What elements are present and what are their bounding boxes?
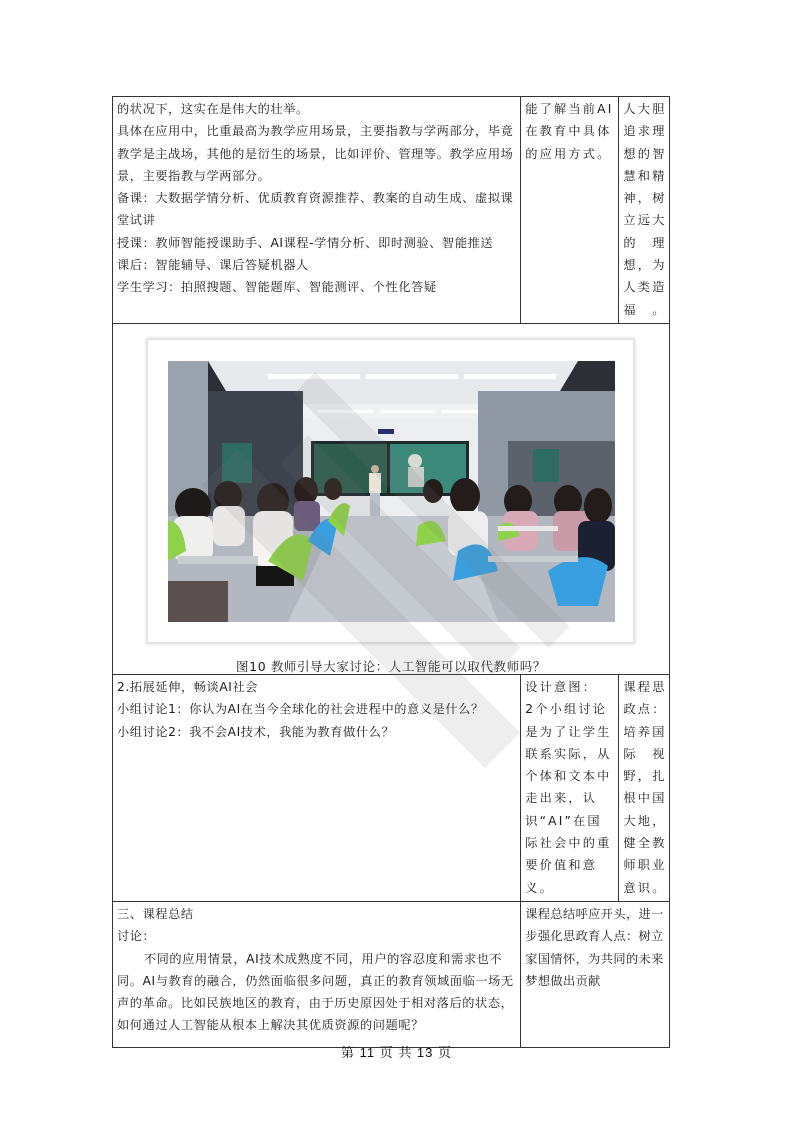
discussion-label: 讨论： <box>117 929 156 944</box>
summary-note-cell <box>521 901 670 1047</box>
content-line: 的状况下，这实在是伟大的壮举。 <box>117 102 309 116</box>
page-footer: 第 11 页 共 13 页 <box>340 1045 452 1060</box>
design-goal-cell <box>521 97 619 324</box>
figure-row <box>113 323 670 674</box>
content-line: 具体在应用中，比重最高为教学应用场景，主要指教与学两部分，毕竟教学是主战场，其他的是衍生的场景，比如评价、管理等。教学应用场景，主要指教与学两部分。 <box>117 124 514 183</box>
table-row <box>113 901 670 1047</box>
summary-content-cell <box>113 901 521 1047</box>
summary-note: 课程总结呼应开头，进一步强化思政育人点：树立家国情怀，为共同的未来梦想做出贡献 <box>525 906 664 988</box>
ideology-title: 课程思政点： <box>623 679 665 717</box>
design-goal-cell <box>521 674 619 901</box>
teaching-content-cell <box>113 674 521 901</box>
goal-text: 能了解当前AI在教育中具体的应用方式。 <box>525 102 614 161</box>
ideology-body: 培养国际视野，扎根中国大地，健全教师职业意识。 <box>623 724 665 895</box>
section-heading: 2.拓展延伸，畅谈AI社会 <box>117 679 259 694</box>
content-line: 学生学习：拍照搜题、智能题库、智能测评、个性化答疑 <box>117 280 437 295</box>
goal-title: 设计意图： <box>525 679 598 694</box>
table-row <box>113 674 670 901</box>
figure-cell <box>113 323 670 674</box>
content-line: 授课：教师智能授课助手、AI课程-学情分析、即时测验、智能推送 <box>117 235 494 250</box>
discussion-question: 小组讨论2：我不会AI技术，我能为教育做什么？ <box>117 724 395 739</box>
photo-frame <box>147 339 634 643</box>
classroom-photo <box>168 361 615 622</box>
content-line: 备课：大数据学情分析、优质教育资源推荐、教案的自动生成、虚拟课堂试讲 <box>117 191 514 228</box>
lesson-plan-table <box>112 96 670 1048</box>
summary-paragraph: 不同的应用情景，AI技术成熟度不同，用户的容忍度和需求也不同。AI与教育的融合，仍然面临很多问题，真正的教育领域面临一场无声的革命。比如民族地区的教育，由于历史原因处于相对落后的状态，如何通过人工智能从根本上解决其优质资源的问题呢？ <box>117 951 514 1033</box>
ideology-cell <box>619 97 670 324</box>
content-line: 课后：智能辅导、课后答疑机器人 <box>117 258 309 273</box>
discussion-question: 小组讨论1：你认为AI在当今全球化的社会进程中的意义是什么？ <box>117 702 484 717</box>
ideology-cell <box>619 674 670 901</box>
figure-caption: 图10 教师引导大家讨论：人工智能可以取代教师吗？ <box>236 658 546 674</box>
goal-body: 2个小组讨论是为了让学生联系实际，从个体和文本中走出来，认识“AI”在国际社会中的重要价值和意义。 <box>525 702 612 895</box>
teaching-content-cell <box>113 97 521 324</box>
ideology-text: 人大胆追求理想的智慧和精神，树立远大的理想，为人类造福。 <box>623 102 665 317</box>
table-row <box>113 97 670 324</box>
section-heading: 三、课程总结 <box>117 906 194 921</box>
